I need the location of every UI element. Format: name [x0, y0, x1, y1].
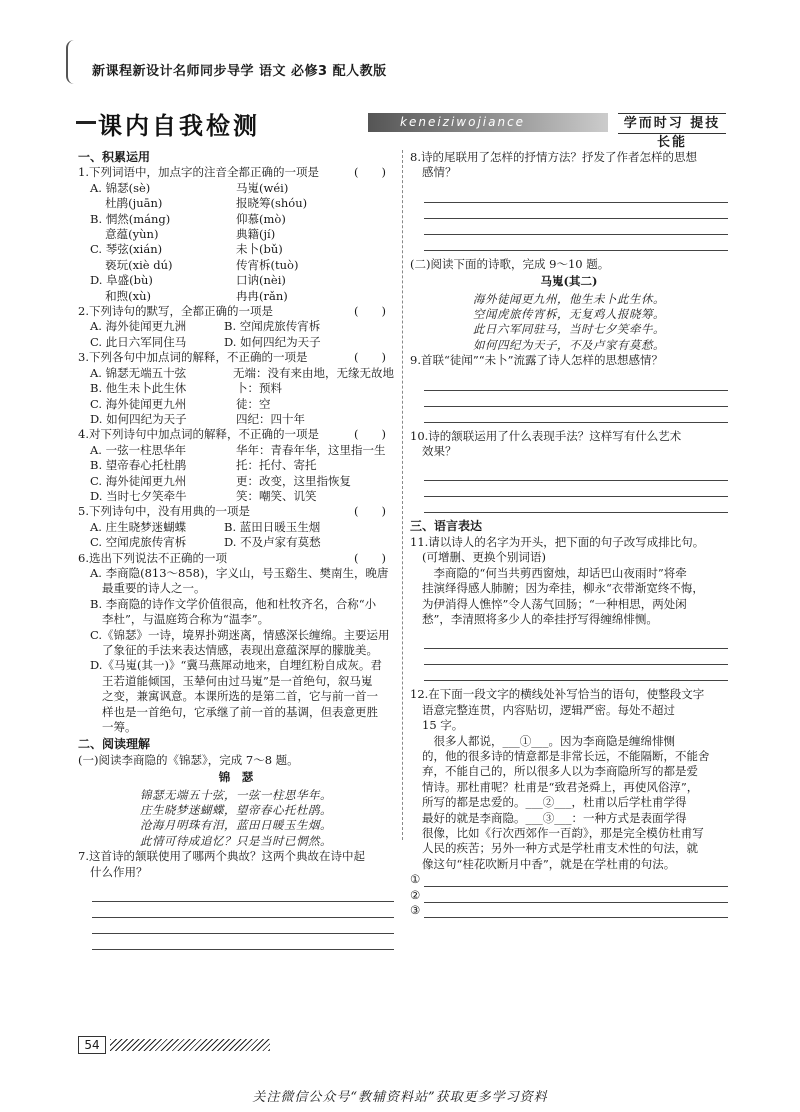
- text-line: A. 李商隐(813～858)，字义山，号玉谿生、樊南生，晚唐: [90, 565, 389, 580]
- text-line: 一筹。: [102, 720, 137, 735]
- question-stem: [78, 165, 394, 180]
- footer-hatch: [110, 1039, 270, 1051]
- option-b: 托：托付、寄托: [236, 458, 317, 473]
- text-line: B. 李商隐的诗作文学价值很高，他和杜牧齐名，合称“小: [90, 596, 377, 611]
- option-a: B. 望帝春心托杜鹃: [90, 458, 187, 473]
- answer-line[interactable]: [424, 375, 728, 391]
- passage-line: 人民的疾苦；另外一种方式是学杜甫支术性的句法，就: [422, 841, 698, 856]
- right-column: [410, 150, 728, 918]
- poem-line: 此情可待成追忆？只是当时已惘然。: [140, 833, 332, 848]
- option-row: [78, 366, 394, 381]
- answer-blank[interactable]: [424, 903, 728, 918]
- option-b: 报晓筹(shóu): [236, 196, 308, 211]
- poem-title: 马嵬(其二): [540, 274, 598, 289]
- question-stem: [78, 427, 394, 442]
- numbered-answer-line: [410, 872, 728, 887]
- option-b: 无端：没有来由地，无缘无故地: [233, 365, 394, 380]
- option-a: C. 海外徒闻更九州: [90, 473, 187, 488]
- question-stem: [78, 551, 394, 566]
- option-b: 口讷(nèi): [236, 273, 286, 288]
- text-line: 感情？: [422, 165, 457, 180]
- answer-line[interactable]: [92, 918, 394, 934]
- answer-blank[interactable]: [424, 888, 728, 903]
- option-b: 典籍(jí): [236, 227, 276, 242]
- answer-line[interactable]: [424, 219, 728, 235]
- option-a: A. 庄生晓梦迷蝴蝶: [90, 519, 187, 534]
- option-a: 亵玩(xiè dú): [90, 257, 173, 272]
- answer-number: ①: [410, 872, 421, 887]
- numbered-answer-line: [410, 903, 728, 918]
- text-line: D.《马嵬(其一)》“冀马燕犀动地来，自埋红粉自成灰。君: [90, 658, 382, 673]
- option-row: [78, 458, 394, 473]
- poem-line: 此日六军同驻马，当时七夕笑牵牛。: [473, 322, 665, 337]
- option-row: [78, 381, 394, 396]
- banner-motto: 学而时习 提技长能: [618, 113, 726, 134]
- numbered-answer-line: [410, 888, 728, 903]
- option-b: D. 不及卢家有莫愁: [224, 535, 321, 550]
- passage-line: 为伊消得人憔悴”令人荡气回肠；“一种相思，两处闲: [422, 596, 687, 611]
- question-text: 3.下列各句中加点词的解释，不正确的一项是: [78, 350, 308, 365]
- answer-line[interactable]: [424, 187, 728, 203]
- text-line: 10.诗的颔联运用了什么表现手法？这样写有什么艺术: [410, 428, 682, 443]
- text-line: C.《锦瑟》一诗，境界扑朔迷离，情感深长缠绵。主要运用: [90, 627, 390, 642]
- option-a: C. 琴弦(xián): [90, 242, 163, 257]
- option-row: [78, 289, 394, 304]
- text-line: 语意完整连贯，内容贴切，逻辑严密。每处不超过: [422, 702, 675, 717]
- answer-blank[interactable]: [424, 872, 728, 887]
- section-banner: [76, 110, 726, 150]
- option-a: A. 海外徒闻更九洲: [90, 319, 187, 334]
- answer-line[interactable]: [424, 649, 728, 665]
- answer-parenthesis: ( ): [354, 550, 386, 565]
- question-stem: [78, 504, 394, 519]
- text-line: (二)阅读下面的诗歌，完成 9～10 题。: [410, 256, 610, 271]
- option-b: 华年：青春年华，这里指一生: [236, 442, 386, 457]
- option-b: B. 蓝田日暖玉生烟: [224, 519, 321, 534]
- option-a: A. 锦瑟无端五十弦: [90, 365, 187, 380]
- footer-note: 关注微信公众号“教辅资料站”获取更多学习资料: [252, 1090, 548, 1105]
- option-b: 未卜(bǔ): [236, 242, 283, 257]
- option-row: [78, 474, 394, 489]
- option-row: [78, 273, 394, 288]
- option-a: A. 一弦一柱思华年: [90, 442, 187, 457]
- option-a: A. 锦瑟(sè): [90, 180, 151, 195]
- passage-line: 情诗。那杜甫呢？杜甫是“致君尧舜上，再使风俗淳”，: [422, 779, 699, 794]
- page-footer: [78, 1036, 268, 1054]
- option-row: [78, 227, 394, 242]
- option-a: 意蕴(yùn): [90, 227, 159, 242]
- question-text: 1.下列词语中，加点字的注音全都正确的一项是: [78, 165, 319, 180]
- option-a: D. 阜盛(bù): [90, 273, 153, 288]
- answer-parenthesis: ( ): [354, 350, 386, 365]
- answer-line[interactable]: [92, 902, 394, 918]
- text-line: 15 字。: [422, 718, 464, 733]
- option-a: D. 如何四纪为天子: [90, 411, 187, 426]
- passage-line: 很多人都说，___①___。因为李商隐是缠绵悱恻: [422, 733, 675, 748]
- answer-number: ②: [410, 887, 421, 902]
- poem-line: 锦瑟无端五十弦，一弦一柱思华年。: [140, 787, 332, 802]
- left-column: [78, 150, 394, 950]
- option-b: D. 如何四纪为天子: [224, 334, 321, 349]
- answer-line[interactable]: [424, 633, 728, 649]
- question-stem: [78, 304, 394, 319]
- answer-parenthesis: ( ): [354, 427, 386, 442]
- passage-line: 像这句“桂花吹断月中香”，就是在学杜甫的句法。: [422, 856, 676, 871]
- option-row: [78, 397, 394, 412]
- text-line: 8.诗的尾联用了怎样的抒情方法？抒发了作者怎样的思想: [410, 150, 697, 164]
- answer-line[interactable]: [424, 497, 728, 513]
- answer-parenthesis: ( ): [354, 165, 386, 180]
- option-b: 卜：预料: [236, 381, 282, 396]
- option-b: 仰慕(mò): [236, 211, 286, 226]
- option-row: [78, 535, 394, 550]
- poem-line: 如何四纪为天子，不及卢家有莫愁。: [473, 337, 665, 352]
- option-row: [78, 412, 394, 427]
- answer-line[interactable]: [92, 934, 394, 950]
- answer-line[interactable]: [424, 665, 728, 681]
- answer-line[interactable]: [424, 407, 728, 423]
- option-a: C. 空闻虎旅传宵柝: [90, 535, 187, 550]
- page-number: 54: [78, 1036, 106, 1054]
- text-line: 了象征的手法来表达情感，表现出意蕴深厚的朦胧美。: [102, 643, 378, 657]
- question-text: 6.选出下列说法不正确的一项: [78, 550, 227, 565]
- passage-line: 最好的就是李商隐。___③___：一种方式是表面学得: [422, 810, 687, 825]
- answer-line[interactable]: [92, 886, 394, 902]
- option-b: 徒：空: [236, 396, 271, 411]
- passage-line: 李商隐的“何当共剪西窗烛，却话巴山夜雨时”将牵: [422, 565, 687, 580]
- option-a: B. 惘然(máng): [90, 211, 171, 226]
- answer-number: ③: [410, 903, 421, 917]
- option-b: 笑：嘲笑、讥笑: [236, 488, 317, 503]
- option-row: [78, 319, 394, 334]
- text-line: 效果？: [422, 444, 457, 459]
- poem-line: 庄生晓梦迷蝴蝶，望帝春心托杜鹃。: [140, 803, 332, 818]
- answer-line[interactable]: [424, 235, 728, 251]
- option-b: 传宵柝(tuò): [236, 257, 299, 272]
- answer-line[interactable]: [424, 391, 728, 407]
- option-a: 杜鹃(juān): [90, 196, 163, 211]
- text-line: 李杜”，与温庭筠合称为“温李”。: [102, 612, 270, 627]
- text-line: 最重要的诗人之一。: [102, 581, 206, 596]
- option-a: C. 海外徒闻更九州: [90, 396, 187, 411]
- text-line: 之变，兼寓讽意。本课所选的是第二首，它与前一首一: [102, 689, 378, 704]
- poem-line: 沧海月明珠有泪，蓝田日暖玉生烟。: [140, 818, 332, 833]
- question-text: 5.下列诗句中，没有用典的一项是: [78, 504, 250, 519]
- section-heading: 二、阅读理解: [78, 737, 151, 752]
- option-row: [78, 335, 394, 350]
- question-text: 2.下列诗句的默写，全都正确的一项是: [78, 304, 273, 319]
- banner-pinyin: keneiziwojiance: [400, 115, 526, 129]
- answer-line[interactable]: [424, 203, 728, 219]
- option-b: B. 空闻虎旅传宵柝: [224, 319, 321, 334]
- option-b: 马嵬(wéi): [236, 180, 289, 195]
- answer-line[interactable]: [424, 481, 728, 497]
- option-row: [78, 520, 394, 535]
- answer-line[interactable]: [424, 465, 728, 481]
- option-row: [78, 242, 394, 257]
- column-divider: [402, 150, 403, 840]
- option-a: C. 此日六军同住马: [90, 334, 187, 349]
- passage-line: 愁”，李清照将多少人的牵挂抒写得缠绵悱恻。: [422, 611, 658, 626]
- passage-line: 所写的都是忠爱的。___②___，杜甫以后学杜甫学得: [422, 795, 687, 810]
- passage-line: 弃，不能自己的，所以很多人以为李商隐所写的都是爱: [422, 764, 698, 779]
- section-heading: 三、语言表达: [410, 519, 483, 534]
- book-header: 新课程新设计名师同步导学 语文 必修3 配人教版: [92, 64, 387, 79]
- text-line: 样也是一首绝句，它承继了前一首的基调，但表意更胜: [102, 704, 378, 719]
- text-line: 9.首联“徒闻”“未卜”流露了诗人怎样的思想感情？: [410, 353, 663, 368]
- text-line: 什么作用？: [90, 864, 148, 879]
- passage-line: 的，他的很多诗的情意都是非常长远，不能隔断，不能舍: [422, 748, 710, 763]
- passage-line: 很像，比如《行次西郊作一百韵》，那是完全模仿杜甫写: [422, 825, 704, 840]
- option-row: [78, 181, 394, 196]
- passage-line: 挂演绎得感人肺腑；因为牵挂，柳永“衣带渐宽终不悔，: [422, 581, 704, 596]
- option-b: 四纪：四十年: [236, 411, 305, 426]
- text-line: 12.在下面一段文字的横线处补写恰当的语句，使整段文字: [410, 687, 705, 702]
- option-row: [78, 489, 394, 504]
- text-line: (可增删、更换个别词语): [422, 550, 546, 565]
- section-heading: 一、积累运用: [78, 150, 151, 164]
- banner-dash: [76, 121, 96, 124]
- option-row: [78, 212, 394, 227]
- option-row: [78, 443, 394, 458]
- poem-line: 空闻虎旅传宵柝，无复鸡人报晓筹。: [473, 307, 665, 322]
- banner-title: 课内自我检测: [98, 112, 260, 140]
- poem-line: 海外徒闻更九州，他生未卜此生休。: [473, 291, 665, 306]
- question-stem: [78, 350, 394, 365]
- text-line: (一)阅读李商隐的《锦瑟》，完成 7～8 题。: [78, 752, 299, 767]
- header-bracket: [66, 40, 78, 84]
- option-b: 更：改变，这里指恢复: [236, 473, 351, 488]
- question-text: 4.对下列诗句中加点词的解释，不正确的一项是: [78, 427, 319, 442]
- poem-title: 锦 瑟: [218, 770, 254, 785]
- option-a: 和煦(xù): [90, 288, 152, 303]
- answer-parenthesis: ( ): [354, 304, 386, 319]
- text-line: 7.这首诗的颔联使用了哪两个典故？这两个典故在诗中起: [78, 849, 365, 864]
- option-a: D. 当时七夕笑牵牛: [90, 488, 187, 503]
- option-row: [78, 196, 394, 211]
- option-row: [78, 258, 394, 273]
- answer-parenthesis: ( ): [354, 504, 386, 519]
- option-a: B. 他生未卜此生休: [90, 381, 187, 396]
- text-line: 11.请以诗人的名字为开头，把下面的句子改写成排比句。: [410, 534, 705, 549]
- option-b: 冉冉(rǎn): [236, 288, 288, 303]
- text-line: 王若道能倾国，玉辇何由过马嵬”是一首绝句，叙马嵬: [102, 673, 373, 688]
